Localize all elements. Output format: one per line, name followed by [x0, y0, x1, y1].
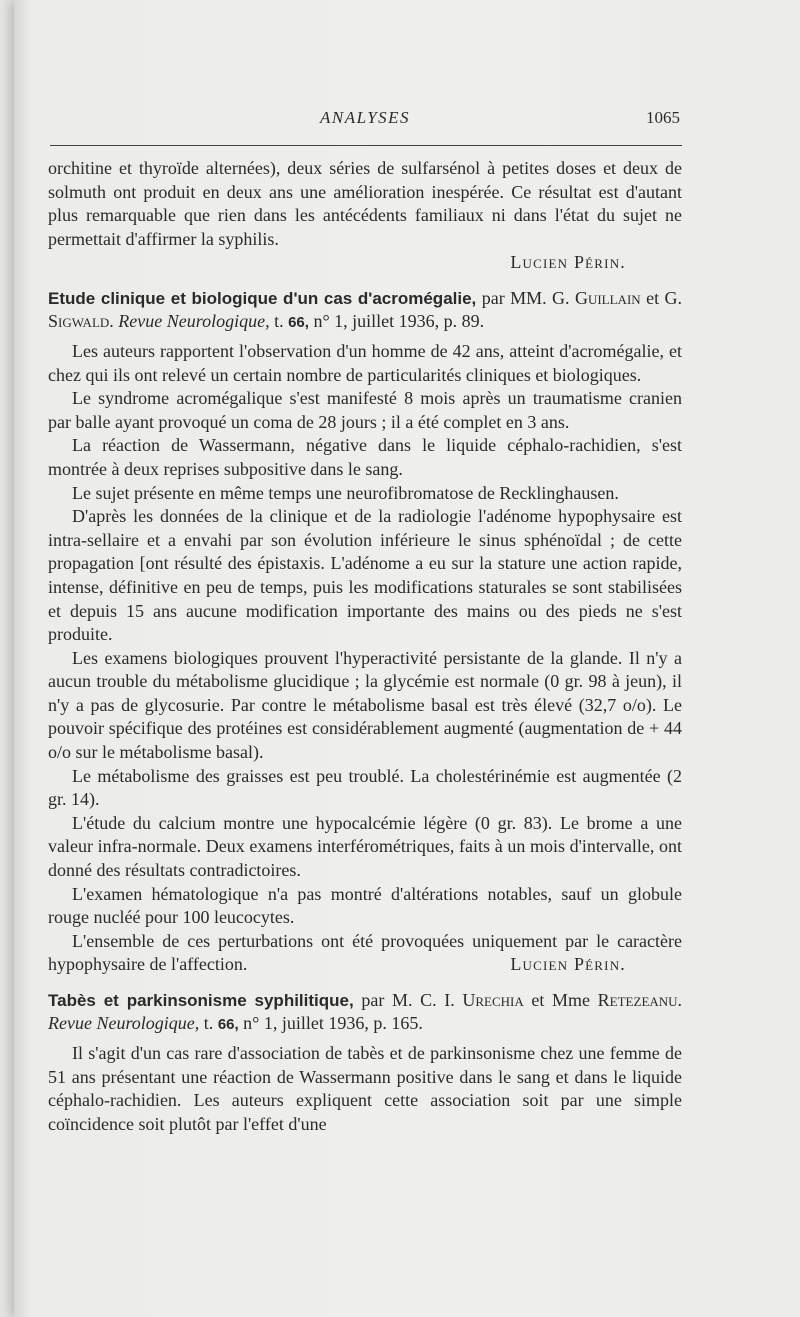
- article-title: Etude clinique et biologique d'un cas d'acromégalie,: [48, 288, 477, 308]
- article-title: Tabès et parkinsonisme syphilitique,: [48, 991, 354, 1010]
- article-paragraph: Le syndrome acromégalique s'est manifesté 8 mois après un traumatisme cranien par balle ayant provoqué un coma de 28 jours ; il a été complet en 3 ans.: [48, 388, 682, 432]
- article-paragraph: [48, 930, 682, 977]
- author-name: Sigwald.: [48, 310, 114, 331]
- page-number: 1065: [646, 108, 680, 127]
- header-rule: [50, 145, 682, 146]
- journal-name: Revue Neurologique,: [48, 1013, 200, 1033]
- continued-paragraph: orchitine et thyroïde alternées), deux séries de sulfarsénol à petites doses et deux de solmuth ont produit en deux ans une amélioration inespérée. Ce résultat est d'autant plus remarquable que rien dans les antécédents familiaux ni dans l'état du sujet ne permettait d'affirmer la syphilis.: [48, 158, 682, 249]
- article-paragraph: Il s'agit d'un cas rare d'association de tabès et de parkinsonisme chez une femme de 51 ans présentant une réaction de Wassermann positive dans le sang et dans le liquide céphalo-rachidien. Les auteurs expliquent cette association soit par une simple coïncidence soit plutôt par l'effet d'une: [48, 1043, 682, 1134]
- issue-info: n° 1, juillet 1936, p. 89.: [313, 310, 485, 331]
- volume-prefix: t.: [203, 1013, 214, 1033]
- volume-prefix: t.: [274, 310, 284, 331]
- volume-number: 66,: [217, 1016, 239, 1033]
- ref-by: par MM. G.: [481, 287, 570, 308]
- running-title: ANALYSES: [319, 108, 411, 127]
- last-paragraph-text: L'ensemble de ces perturbations ont été provoquées uniquement par le caractère hypophysaire de l'affection.: [48, 930, 682, 975]
- book-page: [14, 0, 800, 1317]
- article-paragraph: L'étude du calcium montre une hypocalcémie légère (0 gr. 83). Le brome a une valeur infra-normale. Deux examens interférométriques, faits à un mois d'intervalle, ont donné des résultats contradictoires.: [48, 812, 682, 881]
- author-name: Urechia: [462, 990, 524, 1010]
- issue-info: n° 1, juillet 1936, p. 165.: [243, 1013, 423, 1033]
- ref-and: et G.: [646, 287, 682, 308]
- article-paragraph: L'examen hématologique n'a pas montré d'altérations notables, sauf un globule rouge nucléé pour 100 leucocytes.: [48, 883, 682, 928]
- article-paragraph: Les examens biologiques prouvent l'hyperactivité persistante de la glande. Il n'y a aucun trouble du métabolisme glucidique ; la glycémie est normale (0 gr. 98 à jeun), il n'y a pas de glycosurie. Par contre le métabolisme basal est très élevé (32,7 o/o). Le pouvoir spécifique des protéines est considérablement augmenté (augmentation de + 44 o/o sur le métabolisme basal).: [48, 647, 682, 763]
- volume-number: 66,: [288, 313, 309, 331]
- article-paragraph: Les auteurs rapportent l'observation d'un homme de 42 ans, atteint d'acromégalie, et chez qui ils ont relevé un certain nombre de particularités cliniques et biologiques.: [48, 340, 682, 385]
- author-name: Guillain: [574, 287, 641, 308]
- ref-and: et Mme: [531, 990, 591, 1010]
- author-name: Retezeanu.: [597, 990, 683, 1010]
- article-paragraph: D'après les données de la clinique et de la radiologie l'adénome hypophysaire est intra-sellaire et a envahi par son évolution inférieure le sinus sphénoïdal ; de cette propagation [ont résulté des épistaxis. L'adénome a eu sur la stature une action rapide, intense, définitive en peu de temps, puis les modifications staturales se sont stabilisées et depuis 15 ans aucune modification importante des mains ou des pieds ne s'est produite.: [48, 506, 682, 645]
- page-body: [48, 157, 682, 1136]
- page-header: [48, 108, 682, 138]
- article-paragraph: Le métabolisme des graisses est peu troublé. La cholestérinémie est augmentée (2 gr. 14).: [48, 765, 682, 810]
- article-reference: [48, 989, 682, 1036]
- article-paragraph: Le sujet présente en même temps une neurofibromatose de Recklinghausen.: [72, 482, 619, 503]
- journal-name: Revue Neurologique,: [118, 310, 270, 331]
- ref-by: par M. C. I.: [361, 990, 455, 1010]
- article-reference: [48, 287, 682, 334]
- article-paragraph: La réaction de Wassermann, négative dans le liquide céphalo-rachidien, s'est montrée à deux reprises subpositive dans le sang.: [48, 435, 682, 479]
- signature: Lucien Périn.: [510, 252, 626, 273]
- signature: Lucien Périn.: [510, 954, 626, 975]
